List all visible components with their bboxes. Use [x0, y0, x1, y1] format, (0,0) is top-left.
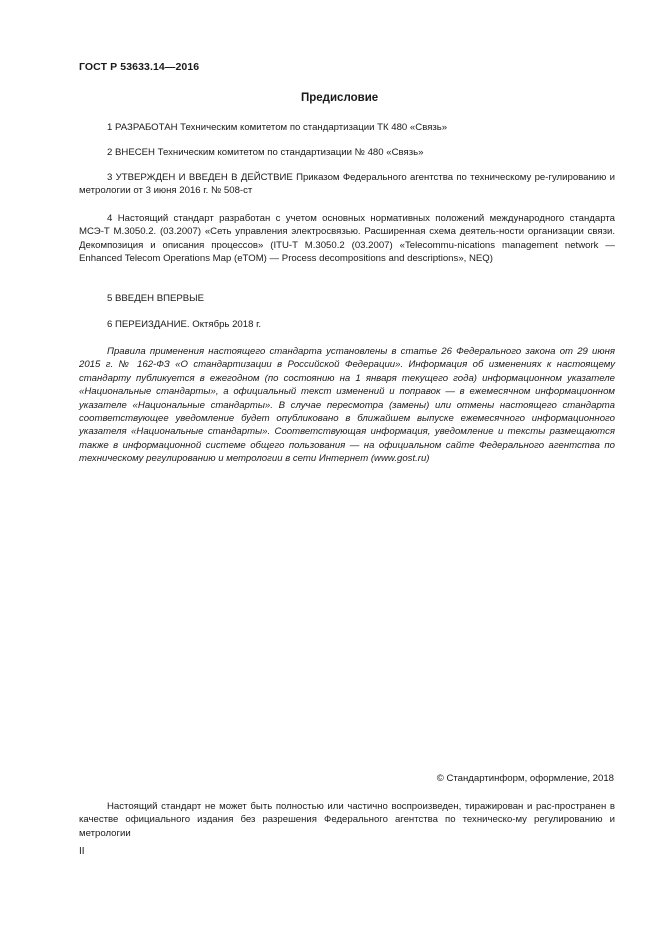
item-5: 5 ВВЕДЕН ВПЕРВЫЕ: [107, 293, 205, 304]
reproduction-notice: Настоящий стандарт не может быть полностью или частично воспроизведен, тиражирован и рас-пространен в качестве официального издания без разрешения Федерального агентства по техническо-му регулированию и метрологии: [79, 801, 615, 839]
item-2: 2 ВНЕСЕН Техническим комитетом по стандартизации № 480 «Связь»: [107, 147, 424, 158]
copyright-line: © Стандартинформ, оформление, 2018: [436, 773, 614, 784]
item-3: 3 УТВЕРЖДЕН И ВВЕДЕН В ДЕЙСТВИЕ Приказом Федерального агентства по техническому ре-гулированию и метрологии от 3 июня 2016 г. № 508-ст: [79, 172, 615, 197]
page-number: II: [79, 846, 85, 857]
item-1: 1 РАЗРАБОТАН Техническим комитетом по стандартизации ТК 480 «Связь»: [107, 122, 448, 133]
rules-application-note: Правила применения настоящего стандарта установлены в статье 26 Федерального закона от 29 июня 2015 г. № 162-ФЗ «О стандартизации в Российской Федерации». Информация об изменениях к настоящему стандарту публикуется в ежегодном (по состоянию на 1 января текущего года) информационном указателе «Национальные стандарты», а официальный текст изменений и поправок — в ежемесячном информационном указателе «Национальные стандарты». В случае пересмотра (замены) или отмены настоящего стандарта соответствующее уведомление будет опубликовано в ближайшем выпуске ежемесячного информационного указателя «Национальные стандарты». Соответствующая информация, уведомление и тексты размещаются также в информационной системе общего пользования — на официальном сайте Федерального агентства по техническому регулированию и метрологии в сети Интернет (www.gost.ru): [79, 346, 615, 465]
foreword-title: Предисловие: [301, 92, 379, 104]
item-6: 6 ПЕРЕИЗДАНИЕ. Октябрь 2018 г.: [107, 319, 262, 330]
standard-code-header: ГОСТ Р 53633.14—2016: [79, 61, 200, 73]
item-4: 4 Настоящий стандарт разработан с учетом основных нормативных положений международного стандарта МСЭ-Т М.3050.2. (03.2007) «Сеть управления электросвязью. Расширенная схема деятель-ности организации связи. Декомпозиция и описания процессов» (ITU-T M.3050.2 (03.2007) «Telecommu-nications management network — Enhanced Telecom Operations Map (eTOM) — Process decompositions and descriptions», NEQ): [79, 213, 615, 265]
